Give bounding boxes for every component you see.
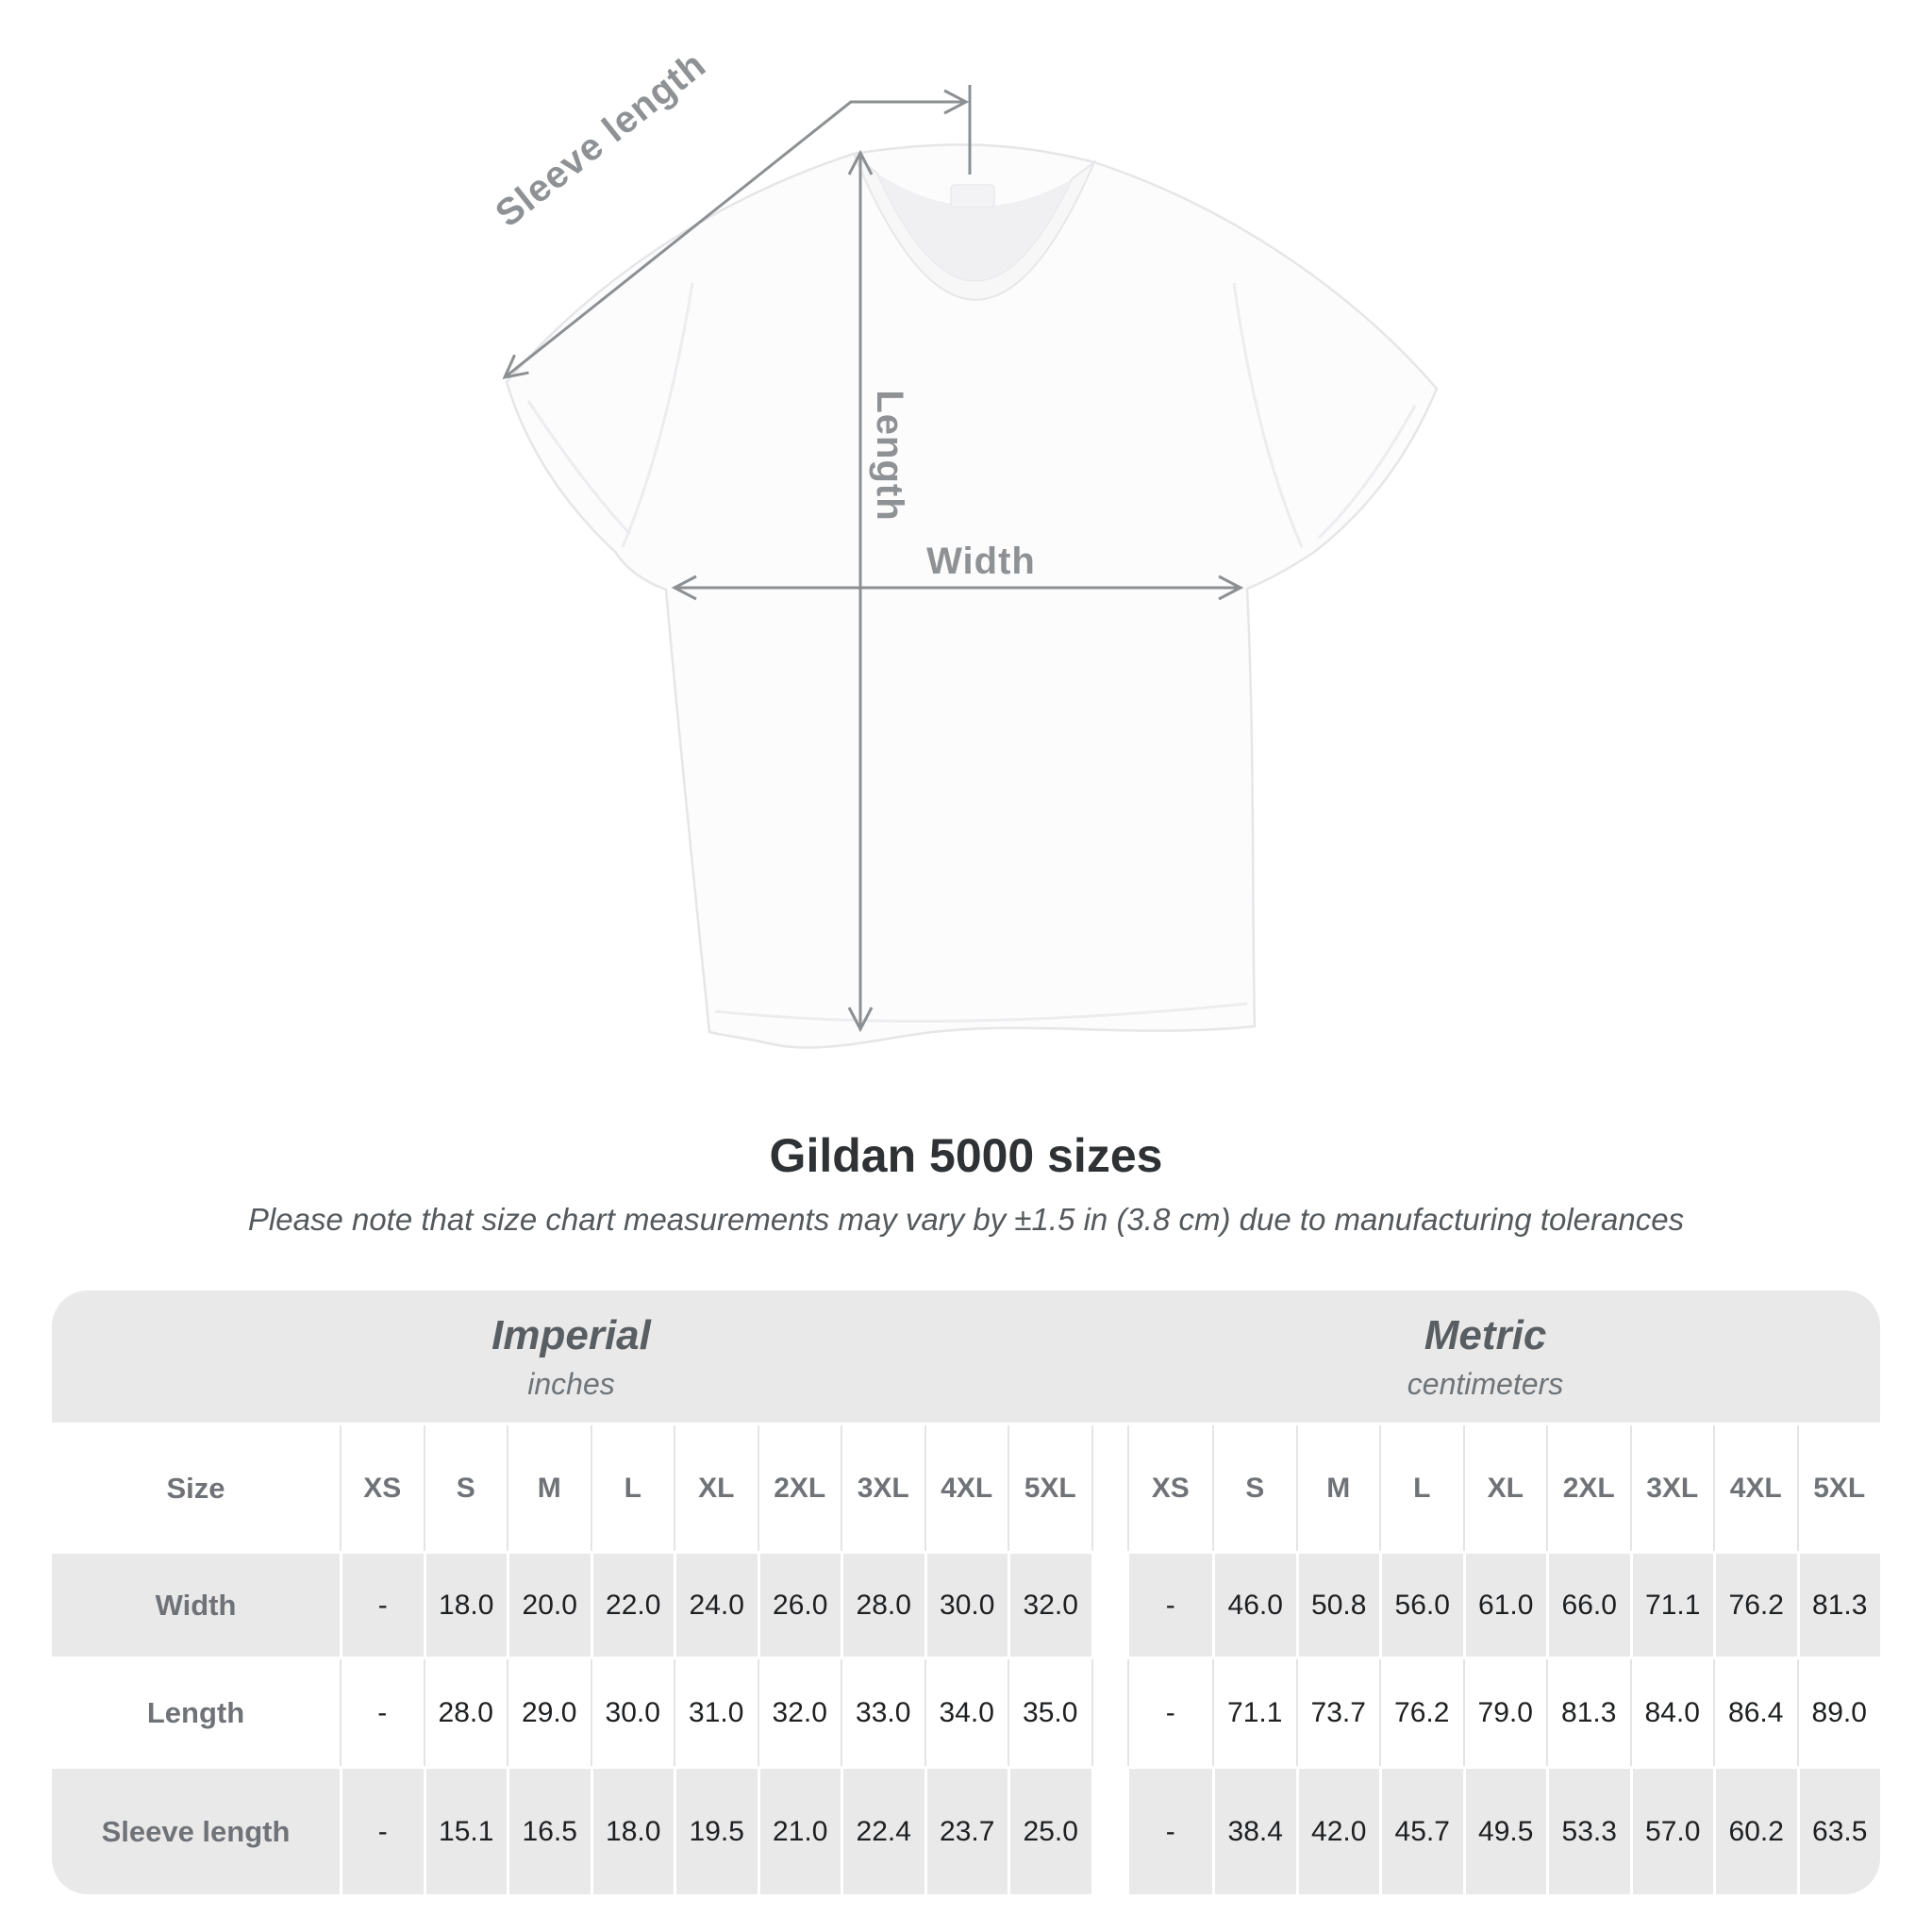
value-cell: 57.0 [1630,1769,1714,1894]
value-cell: - [1165,1589,1175,1621]
value-cell: 60.2 [1713,1769,1797,1894]
value-cell: 63.5 [1797,1769,1881,1894]
value-cell: 46.0 [1212,1554,1296,1657]
row-label-sleeve-length: Sleeve length [101,1814,291,1848]
metric-header [1091,1291,1880,1423]
value-cell: 30.0 [591,1659,675,1766]
size-cell: 4XL [924,1425,1008,1551]
width-row [52,1551,1880,1657]
width-label: Width [926,541,1036,582]
sleeve-length-row [52,1766,1880,1894]
neck-label-tag [951,185,994,208]
size-cell: XS [340,1425,424,1551]
value-cell: 16.5 [507,1769,591,1894]
value-cell: 22.0 [591,1554,675,1657]
value-cell: 26.0 [758,1554,841,1657]
value-cell: 84.0 [1630,1659,1714,1766]
sleeve-length-label: Sleeve length [488,43,714,236]
value-cell: 19.5 [674,1769,758,1894]
size-cell: 5XL [1008,1425,1091,1551]
value-cell: - [340,1554,424,1657]
size-cell: XL [1463,1425,1547,1551]
size-chart-table [52,1291,1880,1894]
value-cell: 23.7 [924,1769,1008,1894]
size-header-row [52,1423,1880,1551]
value-cell: 24.0 [674,1554,758,1657]
value-cell: - [340,1769,424,1894]
value-cell: 28.0 [424,1659,508,1766]
value-cell: 56.0 [1379,1554,1463,1657]
size-cell: M [507,1425,591,1551]
value-cell: 22.4 [841,1769,924,1894]
size-cell: 2XL [758,1425,841,1551]
value-cell: 61.0 [1463,1554,1547,1657]
value-cell: 32.0 [1008,1554,1091,1657]
page-title: Gildan 5000 sizes [769,1129,1163,1182]
value-cell: 38.4 [1212,1769,1296,1894]
size-cell: S [424,1425,508,1551]
value-cell: 33.0 [841,1659,924,1766]
value-cell: 32.0 [758,1659,841,1766]
group-separator [1091,1554,1129,1657]
value-cell: 25.0 [1008,1769,1091,1894]
value-cell: 35.0 [1008,1659,1091,1766]
value-cell: 45.7 [1379,1769,1463,1894]
value-cell: - [1165,1696,1175,1728]
value-cell: 81.3 [1546,1659,1630,1766]
value-cell: 86.4 [1713,1659,1797,1766]
size-cell: XL [674,1425,758,1551]
value-cell: - [1165,1815,1175,1847]
value-cell: 34.0 [924,1659,1008,1766]
value-cell: 31.0 [674,1659,758,1766]
imperial-unit: inches [527,1366,615,1401]
value-cell: 66.0 [1546,1554,1630,1657]
metric-unit: centimeters [1407,1366,1564,1401]
value-cell: 42.0 [1296,1769,1380,1894]
value-cell: 28.0 [841,1554,924,1657]
value-cell: 76.2 [1713,1554,1797,1657]
row-label-width: Width [155,1588,237,1622]
value-cell: 76.2 [1379,1659,1463,1766]
value-cell: 89.0 [1797,1659,1881,1766]
value-cell: 30.0 [924,1554,1008,1657]
value-cell: 18.0 [591,1769,675,1894]
value-cell: 20.0 [507,1554,591,1657]
value-cell: 81.3 [1797,1554,1881,1657]
row-label-length: Length [146,1695,245,1729]
unit-header-band [52,1291,1880,1423]
value-cell: 15.1 [424,1769,508,1894]
title-block [0,1128,1932,1238]
size-cell: L [1379,1425,1463,1551]
size-cell: 2XL [1546,1425,1630,1551]
size-cell: 5XL [1797,1425,1881,1551]
size-cell: M [1296,1425,1380,1551]
group-separator [1091,1425,1129,1551]
value-cell: 50.8 [1296,1554,1380,1657]
imperial-header [52,1291,1091,1423]
value-cell: 53.3 [1546,1769,1630,1894]
size-cell: S [1212,1425,1296,1551]
size-cell: 3XL [841,1425,924,1551]
size-cell: 4XL [1713,1425,1797,1551]
length-label: Length [869,390,910,522]
value-cell: 18.0 [424,1554,508,1657]
value-cell: 21.0 [758,1769,841,1894]
size-cell: L [591,1425,675,1551]
value-cell: 29.0 [507,1659,591,1766]
value-cell: 79.0 [1463,1659,1547,1766]
tolerance-note: Please note that size chart measurements may vary by ±1.5 in (3.8 cm) due to manufacturing tolerances [247,1202,1685,1237]
value-cell: 71.1 [1212,1659,1296,1766]
size-cell: 3XL [1630,1425,1714,1551]
group-separator [1091,1769,1129,1894]
metric-title: Metric [1424,1311,1547,1358]
value-cell: 73.7 [1296,1659,1380,1766]
size-cell: XS [1151,1472,1190,1504]
value-cell: - [340,1659,424,1766]
value-cell: 71.1 [1630,1554,1714,1657]
value-cell: 49.5 [1463,1769,1547,1894]
length-row [52,1657,1880,1766]
group-separator [1091,1659,1129,1766]
size-column-header: Size [166,1471,225,1505]
imperial-title: Imperial [491,1311,651,1358]
